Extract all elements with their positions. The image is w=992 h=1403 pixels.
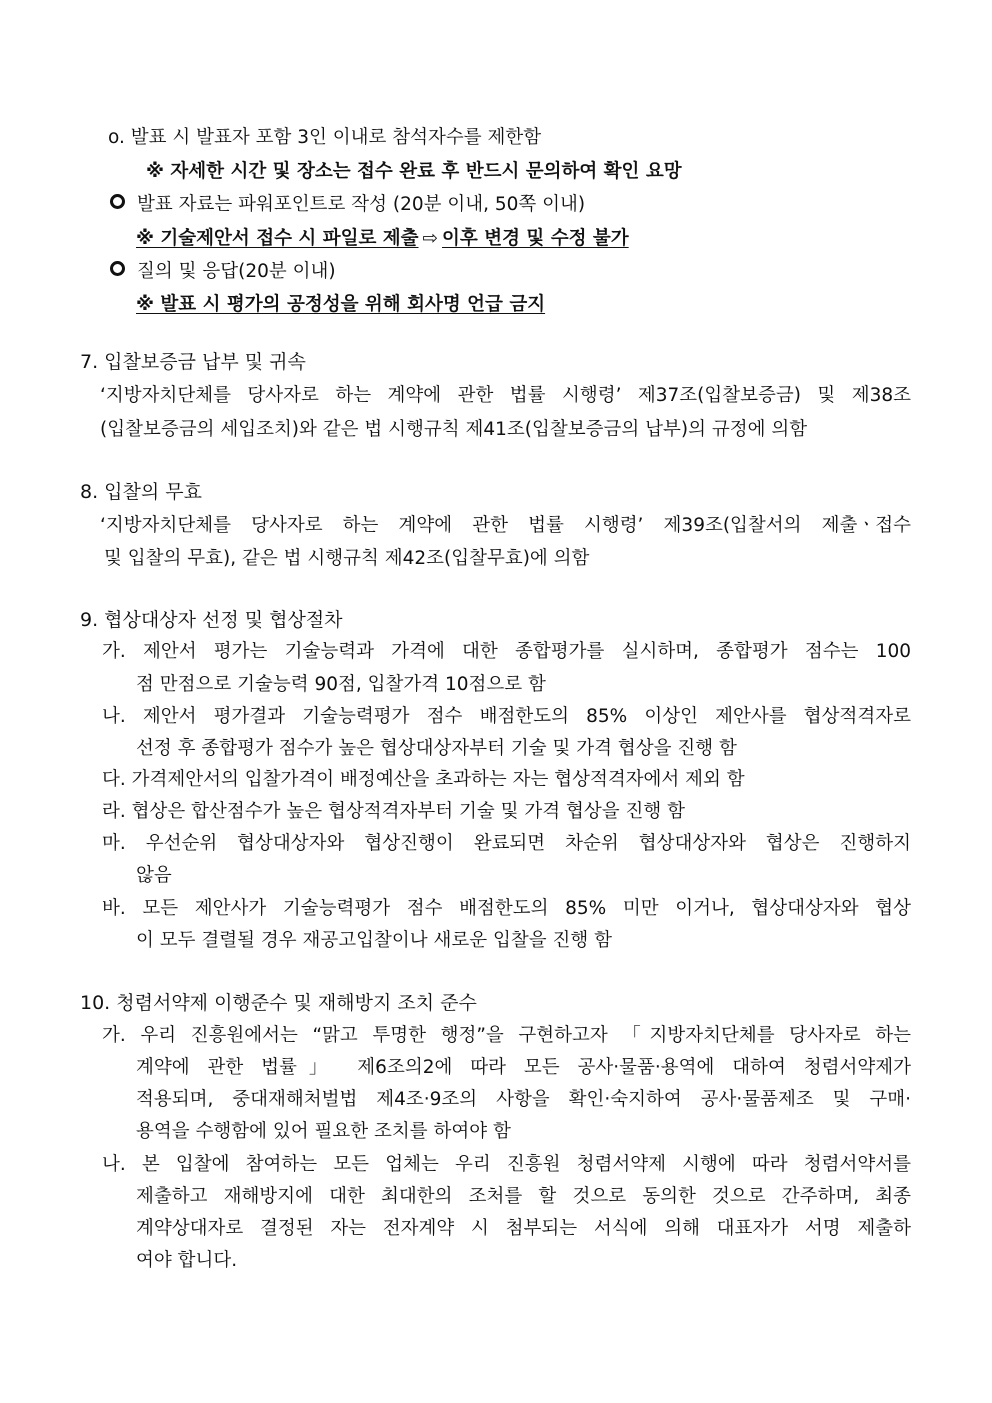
section-9-item-ma-cont: 않음 [136, 865, 172, 886]
section-9-item-na: 나. 제안서 평가결과 기술능력평가 점수 배점한도의 85% 이상인 제안사를 협상적격자로 [102, 706, 911, 727]
presentation-bullet-materials: 발표 자료는 파워포인트로 작성 (20분 이내, 50쪽 이내) [110, 193, 585, 217]
section-9-item-ga: 가. 제안서 평가는 기술능력과 가격에 대한 종합평가를 실시하며, 종합평가 점수는 100 [102, 641, 911, 662]
section-10-item-ga-cont: 적용되며, 중대재해처벌법 제4조·9조의 사항을 확인·숙지하여 공사·물품제조 및 구매· [136, 1089, 911, 1110]
section-9-item-ra: 라. 협상은 합산점수가 높은 협상적격자부터 기술 및 가격 협상을 진행 함 [102, 801, 685, 822]
section-10-title: 10. 청렴서약제 이행준수 및 재해방지 조치 준수 [80, 992, 477, 1014]
section-9-item-ba-cont: 이 모두 결렬될 경우 재공고입찰이나 새로운 입찰을 진행 함 [136, 930, 612, 951]
section-10-item-na-cont: 여야 합니다. [136, 1250, 238, 1271]
presentation-note-fairness: ※ 발표 시 평가의 공정성을 위해 회사명 언급 금지 [136, 294, 546, 315]
section-8-text-line: 및 입찰의 무효), 같은 법 시행규칙 제42조(입찰무효)에 의함 [104, 548, 590, 569]
section-9-title: 9. 협상대상자 선정 및 협상절차 [80, 609, 343, 631]
section-7-text-line: (입찰보증금의 세입조치)와 같은 법 시행규칙 제41조(입찰보증금의 납부)의 규정에 의함 [100, 419, 808, 440]
section-10-item-ga-cont: 용역을 수행함에 있어 필요한 조치를 하여야 함 [136, 1121, 511, 1142]
section-10-item-na-cont: 계약상대자로 결정된 자는 전자계약 시 첨부되는 서식에 의해 대표자가 서명 제출하 [136, 1218, 911, 1239]
section-10-item-na-cont: 제출하고 재해방지에 대한 최대한의 조처를 할 것으로 동의한 것으로 간주하며, 최종 [136, 1186, 911, 1207]
presentation-attendee-limit: o. 발표 시 발표자 포함 3인 이내로 참석자수를 제한함 [108, 127, 542, 148]
section-7-text-line: ‘지방자치단체를 당사자로 하는 계약에 관한 법률 시행령’ 제37조(입찰보증금) 및 제38조 [100, 385, 911, 406]
section-10-item-ga-cont: 계약에 관한 법률」 제6조의2에 따라 모든 공사·물품·용역에 대하여 청렴서약제가 [136, 1057, 911, 1078]
section-7-title: 7. 입찰보증금 납부 및 귀속 [80, 351, 306, 373]
section-9-item-na-cont: 선정 후 종합평가 점수가 높은 협상대상자부터 기술 및 가격 협상을 진행 함 [136, 738, 737, 759]
presentation-note-submission: ※ 기술제안서 접수 시 파일로 제출 ⇨ 이후 변경 및 수정 불가 [136, 228, 629, 249]
section-9-item-ba: 바. 모든 제안사가 기술능력평가 점수 배점한도의 85% 미만 이거나, 협상대상자와 협상 [102, 898, 911, 919]
circle-bullet-icon [110, 261, 125, 276]
presentation-note-schedule: ※ 자세한 시간 및 장소는 접수 완료 후 반드시 문의하여 확인 요망 [146, 161, 682, 182]
section-9-item-ga-cont: 점 만점으로 기술능력 90점, 입찰가격 10점으로 함 [136, 674, 546, 695]
section-10-item-na: 나. 본 입찰에 참여하는 모든 업체는 우리 진흥원 청렴서약제 시행에 따라 청렴서약서를 [102, 1154, 911, 1175]
section-9-item-da: 다. 가격제안서의 입찰가격이 배정예산을 초과하는 자는 협상적격자에서 제외 함 [102, 769, 745, 790]
presentation-bullet-qa: 질의 및 응답(20분 이내) [110, 260, 336, 284]
section-8-title: 8. 입찰의 무효 [80, 481, 202, 503]
circle-bullet-icon [110, 194, 125, 209]
section-10-item-ga: 가. 우리 진흥원에서는 “맑고 투명한 행정”을 구현하고자 「지방자치단체를 당사자로 하는 [102, 1025, 911, 1046]
section-9-item-ma: 마. 우선순위 협상대상자와 협상진행이 완료되면 차순위 협상대상자와 협상은 진행하지 [102, 833, 911, 854]
section-8-text-line: ‘지방자치단체를 당사자로 하는 계약에 관한 법률 시행령’ 제39조(입찰서의 제출ㆍ접수 [100, 515, 911, 536]
right-arrow-icon: ⇨ [422, 228, 439, 249]
